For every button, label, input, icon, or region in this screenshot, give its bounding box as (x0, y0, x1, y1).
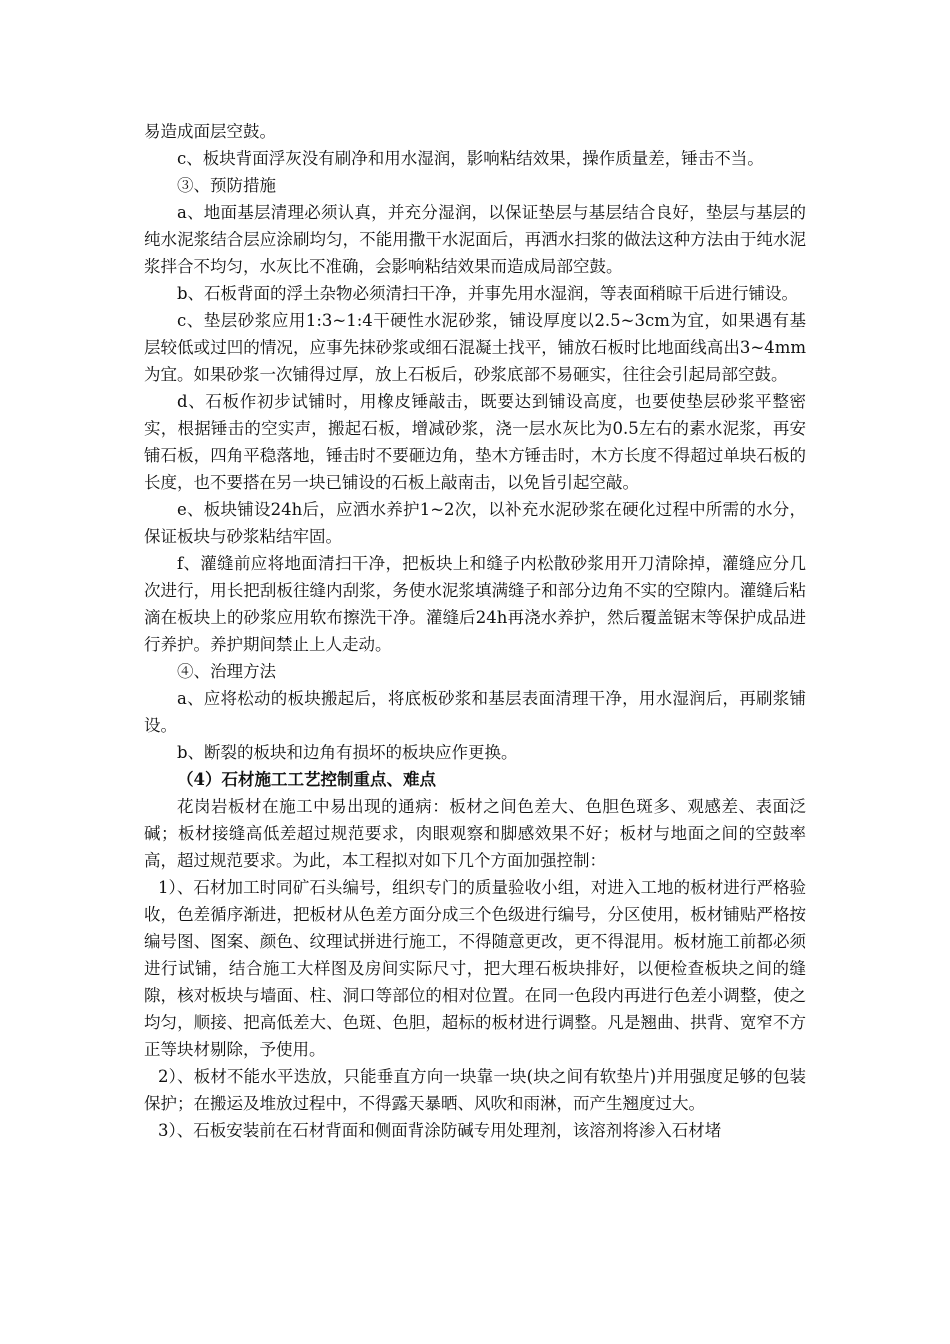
subheading-remedy: ④、治理方法 (177, 662, 276, 681)
section-heading: （4）石材施工工艺控制重点、难点 (177, 770, 436, 789)
paragraph-item-2: 2）、板材不能水平迭放，只能垂直方向一块靠一块(块之间有软垫片)并用强度足够的包装保护；在搬运及堆放过程中，不得露天暴晒、风吹和雨淋，而产生翘度过大。 (144, 1067, 806, 1113)
paragraph-intro: 花岗岩板材在施工中易出现的通病：板材之间色差大、色胆色斑多、观感差、表面泛碱；板材接缝高低差超过规范要求，肉眼观察和脚感效果不好；板材与地面之间的空鼓率高，超过规范要求。为此，本工程拟对如下几个方面加强控制： (144, 797, 806, 870)
paragraph-item-1: 1）、石材加工时同矿石头编号，组织专门的质量验收小组，对进入工地的板材进行严格验收，色差循序渐进，把板材从色差方面分成三个色级进行编号，分区使用，板材铺贴严格按编号图、图案、颜色、纹理试拼进行施工，不得随意更改，更不得混用。板材施工前都必须进行试铺，结合施工大样图及房间实际尺寸，把大理石板块排好，以便检查板块之间的缝隙，核对板块与墙面、柱、洞口等部位的相对位置。在同一色段内再进行色差小调整，使之均匀，顺接、把高低差大、色斑、色胆，超标的板材进行调整。凡是翘曲、拱背、宽窄不方正等块材剔除，予使用。 (144, 878, 806, 1059)
paragraph-cause-c: c、板块背面浮灰没有刷净和用水湿润，影响粘结效果，操作质量差，锤击不当。 (177, 149, 764, 168)
paragraph-item-3: 3）、石板安装前在石材背面和侧面背涂防碱专用处理剂，该溶剂将渗入石材堵 (158, 1121, 722, 1140)
paragraph-remedy-b: b、断裂的板块和边角有损坏的板块应作更换。 (177, 743, 518, 762)
paragraph-continuation: 易造成面层空鼓。 (144, 122, 276, 141)
paragraph-prevention-f: f、灌缝前应将地面清扫干净，把板块上和缝子内松散砂浆用开刀清除掉，灌缝应分几次进行，用长把刮板往缝内刮浆，务使水泥浆填满缝子和部分边角不实的空隙内。灌缝后粘滴在板块上的砂浆应用软布擦洗干净。灌缝后24h再浇水养护，然后覆盖锯末等保护成品进行养护。养护期间禁止上人走动。 (144, 554, 806, 654)
paragraph-prevention-d: d、石板作初步试铺时，用橡皮锤敲击，既要达到铺设高度，也要使垫层砂浆平整密实，根据锤击的空实声，搬起石板，增减砂浆，浇一层水灰比为0.5左右的素水泥浆，再安铺石板，四角平稳落地，锤击时不要砸边角，垫木方锤击时，木方长度不得超过单块石板的长度，也不要搭在另一块已铺设的石板上敲南击，以免旨引起空敲。 (144, 392, 806, 492)
subheading-prevention: ③、预防措施 (177, 176, 276, 195)
paragraph-prevention-e: e、板块铺设24h后，应洒水养护1~2次，以补充水泥砂浆在硬化过程中所需的水分，保证板块与砂浆粘结牢固。 (144, 500, 806, 546)
paragraph-prevention-c: c、垫层砂浆应用1:3~1:4干硬性水泥砂浆，铺设厚度以2.5~3cm为宜，如果遇有基层较低或过凹的情况，应事先抹砂浆或细石混凝土找平，铺放石板时比地面线高出3~4mm为宜。如果砂浆一次铺得过厚，放上石板后，砂浆底部不易砸实，往往会引起局部空鼓。 (144, 311, 806, 384)
paragraph-prevention-a: a、地面基层清理必须认真，并充分湿润，以保证垫层与基层结合良好，垫层与基层的纯水泥浆结合层应涂刷均匀，不能用撒干水泥面后，再洒水扫浆的做法这种方法由于纯水泥浆拌合不均匀，水灰比不准确，会影响粘结效果而造成局部空鼓。 (144, 203, 806, 276)
document-body (144, 118, 806, 1144)
paragraph-prevention-b: b、石板背面的浮土杂物必须清扫干净，并事先用水湿润，等表面稍晾干后进行铺设。 (177, 284, 799, 303)
paragraph-remedy-a: a、应将松动的板块搬起后，将底板砂浆和基层表面清理干净，用水湿润后，再刷浆铺设。 (144, 689, 806, 735)
